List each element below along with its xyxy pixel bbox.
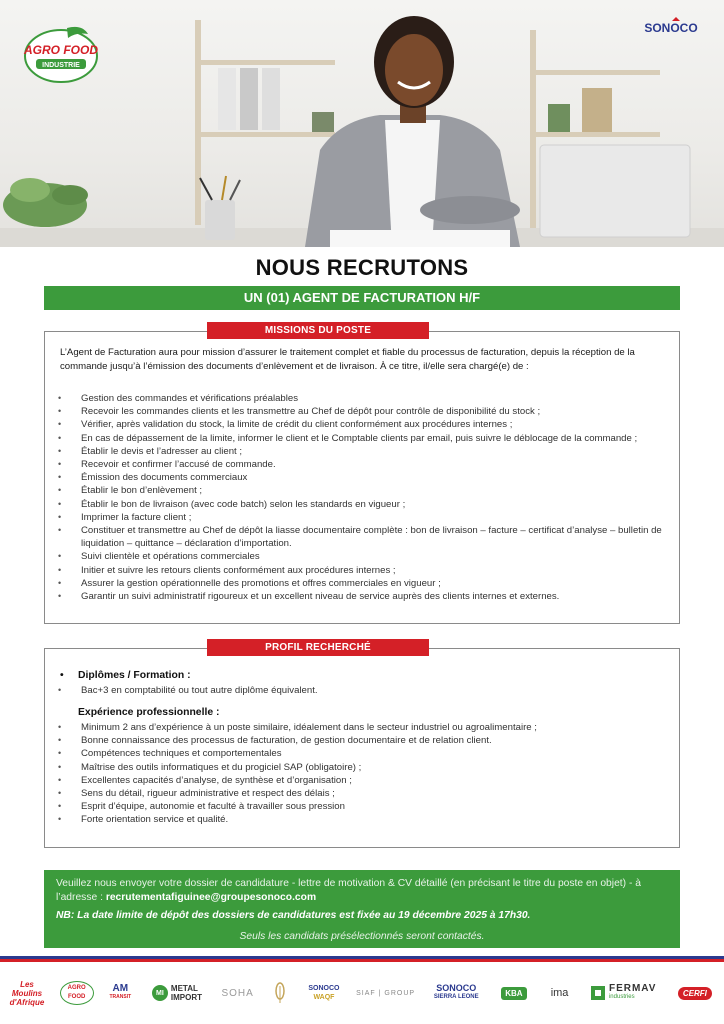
list-item: • Vérifier, après validation du stock, la limite de crédit du client conformément aux procédures internes ; — [58, 419, 513, 431]
page-title: NOUS RECRUTONS — [255, 255, 469, 280]
list-item: • En cas de dépassement de la limite, informer le client et le Comptable clients par email, puis suivre le déblocage de la commande ; — [58, 432, 638, 444]
cerfi-logo: CERFI — [672, 987, 718, 1000]
bullet-icon: • — [60, 670, 64, 681]
list-item: • Bonne connaissance des processus de facturation, de gestion documentaire et de relation client. — [58, 735, 492, 747]
sonoco-sierra-leone-logo: SONOCO SIERRA LEONE — [433, 983, 479, 1000]
list-item: • Excellentes capacités d’analyse, de synthèse et d’organisation ; — [58, 774, 352, 786]
sonoco-logo — [636, 14, 706, 36]
list-item: • Initier et suivre les retours clients conformément aux procédures internes ; — [58, 564, 396, 576]
deadline-note: NB: La date limite de dépôt des dossiers de candidatures est fixée au 19 décembre 2025 à 17h30. — [56, 910, 531, 921]
shortlist-note: Seuls les candidats présélectionnés seront contactés. — [239, 931, 485, 942]
list-item: • Bac+3 en comptabilité ou tout autre diplôme équivalent. — [58, 685, 318, 696]
wheat-logo — [268, 982, 292, 1004]
list-item: • Compétences techniques et comportementales — [58, 748, 282, 760]
list-item: • Maîtrise des outils informatiques et du progiciel SAP (obligatoire) ; — [58, 761, 362, 773]
partner-logos — [8, 976, 718, 1010]
list-item: • Forte orientation service et qualité. — [58, 814, 229, 826]
list-item: • Établir le bon de livraison (avec code batch) selon les standards en vigueur ; — [58, 498, 406, 510]
experience-heading: Expérience professionnelle : — [78, 707, 220, 718]
list-item: • Sens du détail, rigueur administrative et respect des délais ; — [58, 788, 335, 800]
list-item: • Recevoir les commandes clients et les transmettre au Chef de dépôt pour contrôle de disponibilité du stock ; — [58, 406, 541, 418]
list-item: • Émission des documents commerciaux — [58, 472, 248, 484]
application-email[interactable]: recrutementafiguinee@groupesonoco.com — [105, 892, 317, 903]
agro-food-logo-sub: INDUSTRIE — [42, 62, 80, 69]
ima-logo: ima — [550, 986, 569, 999]
list-item: • Recevoir et confirmer l’accusé de commande. — [58, 459, 276, 471]
diplomes-list — [58, 684, 670, 697]
application-box — [44, 870, 680, 948]
agro-food-footer-logo: AGRO FOOD — [60, 981, 94, 1005]
agro-food-logo-text: AGRO FOOD — [24, 43, 98, 57]
list-item: • Gestion des commandes et vérifications préalables — [58, 393, 299, 404]
list-item: • Établir le bon d’enlèvement ; — [58, 485, 203, 497]
list-item: • Minimum 2 ans d’expérience à un poste similaire, idéalement dans le secteur industriel ou agroalimentaire ; — [58, 722, 537, 733]
metal-import-logo: MI METAL IMPORT — [147, 984, 207, 1002]
am-transit-logo: AM TRANSIT — [109, 983, 132, 1000]
sonoco-logo-text: SONOCO — [644, 21, 698, 35]
experience-list — [58, 721, 670, 827]
sonoco-waqf-logo: SONOCO WAQF — [308, 985, 340, 1001]
list-item: • Établir le devis et l’adresser au client ; — [58, 445, 243, 457]
fermav-icon — [590, 985, 606, 1001]
profil-label: PROFIL RECHERCHÉ — [207, 639, 429, 656]
missions-label: MISSIONS DU POSTE — [207, 322, 429, 339]
job-title-bar: UN (01) AGENT DE FACTURATION H/F — [44, 286, 680, 310]
soha-logo: SOHA — [221, 987, 254, 999]
hero-illustration — [0, 0, 724, 247]
application-instructions: Veuillez nous envoyer votre dossier de candidature - lettre de motivation & CV détaillé (en précisant le titre du poste en objet) - à l’adresse : recrutementafiguinee@groupesonoco.com — [56, 878, 641, 903]
list-item: • Suivi clientèle et opérations commerciales — [58, 551, 260, 563]
missions-list — [58, 392, 670, 603]
kba-logo: KBA — [497, 987, 531, 1000]
diplomes-heading: • Diplômes / Formation : — [60, 670, 191, 681]
fermav-logo: FERMAV industries — [588, 984, 658, 1002]
list-item: • Garantir un suivi administratif rigoureux et un excellent niveau de service auprès des clients internes et externes. — [58, 591, 560, 603]
agro-food-logo — [22, 22, 100, 84]
hero-photo — [0, 0, 724, 247]
missions-intro: L’Agent de Facturation aura pour mission d’assurer le traitement complet et fiable du processus de facturation, depuis la réception de la commande jusqu’à l’émission des documents d’enlèvement et de livraison. À ce titre, il/elle sera chargé(e) de : — [60, 347, 635, 372]
moulins-afrique-logo: Les Moulins d'Afrique — [9, 979, 45, 1007]
list-item: • Assurer la gestion opérationnelle des promotions et offres commerciales en vigueur ; — [58, 577, 441, 589]
list-item: • Esprit d’équipe, autonomie et faculté à travailler sous pression — [58, 801, 345, 813]
list-item: • Imprimer la facture client ; — [58, 511, 192, 523]
footer-stripe — [0, 956, 724, 962]
list-item: • Constituer et transmettre au Chef de dépôt la liasse documentaire complète : bon de livraison – facture – certificat d’analyse – bulletin de liquidation – quittance – déclaration d’importation. — [58, 525, 662, 550]
siaf-group-logo: SIAF | GROUP — [356, 989, 416, 997]
